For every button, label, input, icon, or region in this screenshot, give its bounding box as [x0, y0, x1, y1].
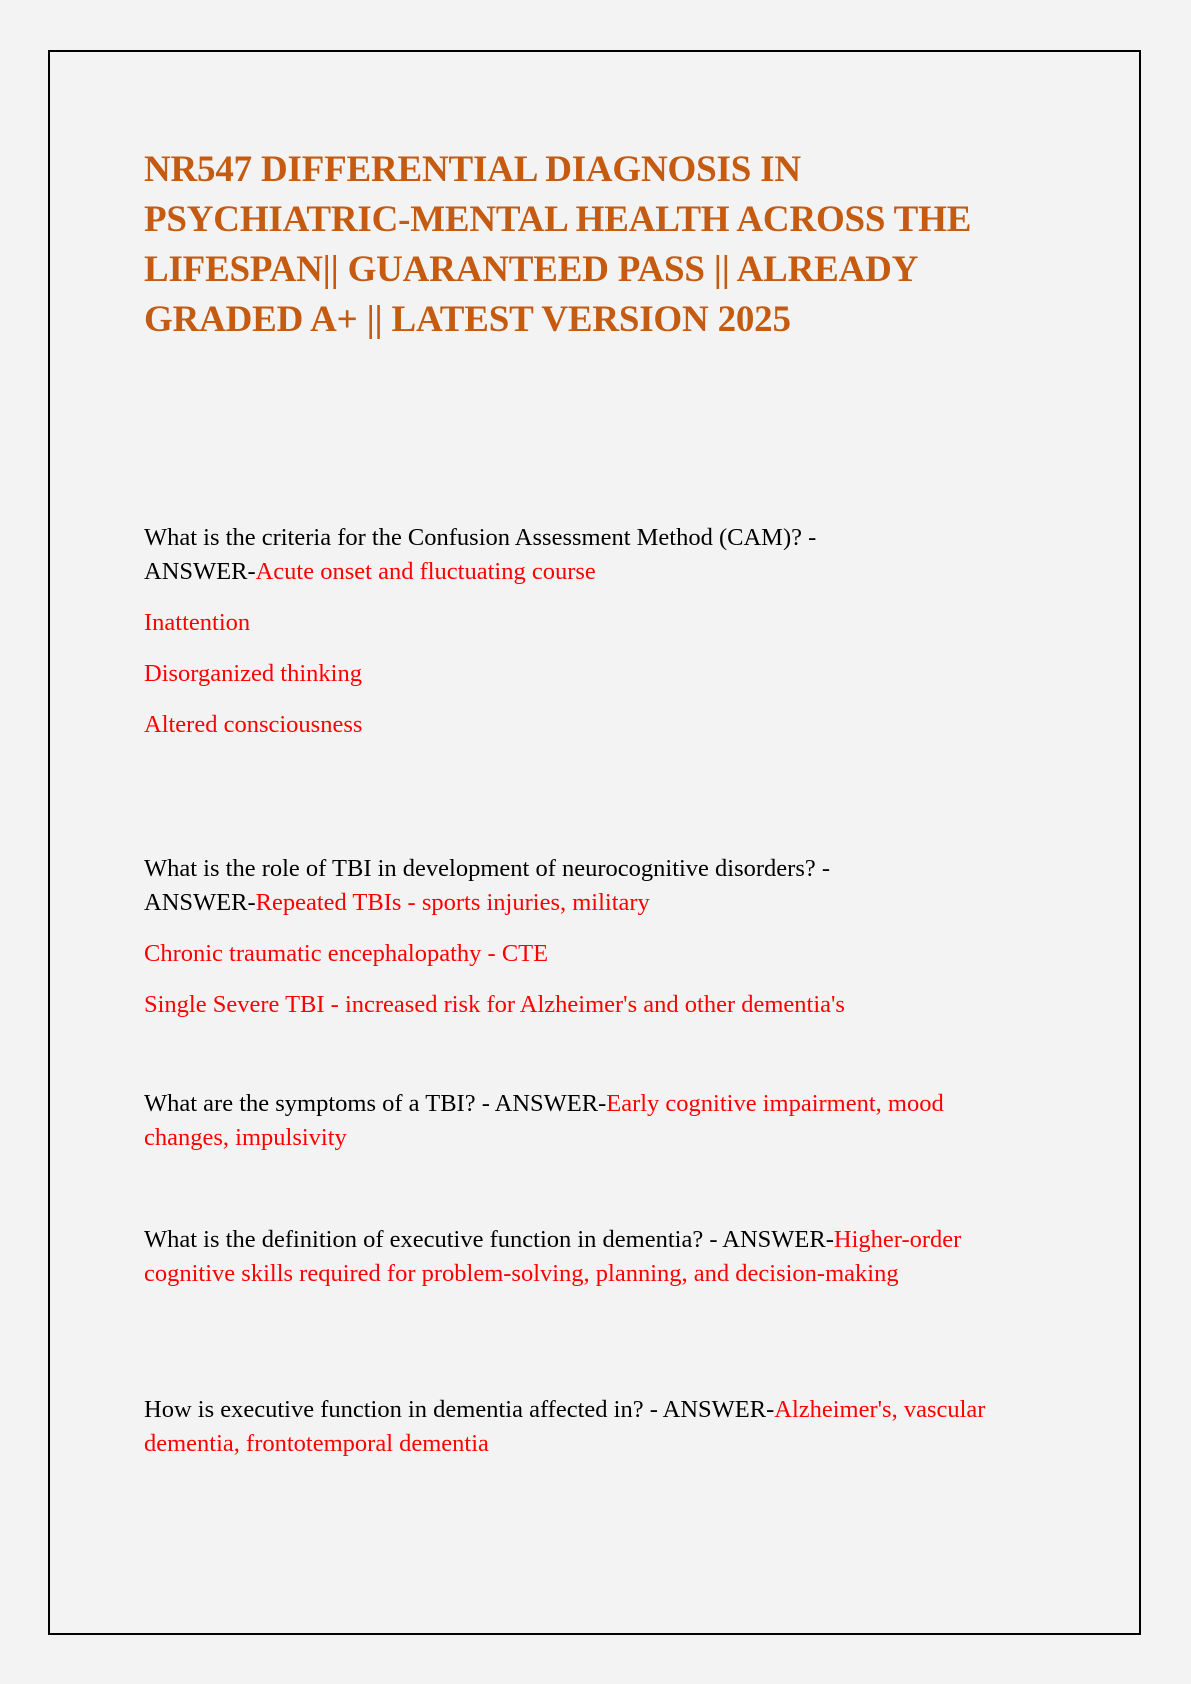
- qa-line: [144, 1393, 1034, 1461]
- answer-text: Early cognitive impairment, mood changes, impulsivity: [144, 1090, 944, 1151]
- document-title: NR547 DIFFERENTIAL DIAGNOSIS IN PSYCHIATRIC-MENTAL HEALTH ACROSS THE LIFESPAN|| GUARANTEED PASS || ALREADY GRADED A+ || LATEST VERSION 2025: [144, 149, 972, 340]
- answer-text: Acute onset and fluctuating course: [255, 558, 596, 585]
- answer-label: ANSWER-: [144, 558, 256, 585]
- qa-item-executive-definition: [144, 1223, 1034, 1291]
- qa-line: [144, 1087, 1034, 1155]
- question-text: How is executive function in dementia affected in? -: [144, 1396, 663, 1423]
- question-text: What is the criteria for the Confusion Assessment Method (CAM)? -: [144, 524, 817, 551]
- answer-text: Alzheimer's, vascular dementia, frontotemporal dementia: [144, 1396, 986, 1457]
- answer-extra-line: Altered consciousness: [144, 711, 363, 738]
- answer-label: ANSWER-: [494, 1090, 607, 1117]
- qa-item-tbi-role: [144, 852, 1034, 1022]
- answer-extra-line: Single Severe TBI - increased risk for Alzheimer's and other dementia's: [144, 991, 845, 1018]
- answer-extra-line: Chronic traumatic encephalopathy - CTE: [144, 940, 549, 967]
- answer-label: ANSWER-: [722, 1226, 834, 1253]
- question-text: What is the role of TBI in development of neurocognitive disorders? -: [144, 855, 831, 882]
- answer-text: Repeated TBIs - sports injuries, military: [255, 889, 650, 916]
- answer-label: ANSWER-: [144, 889, 256, 916]
- answer-extra-line: Disorganized thinking: [144, 660, 362, 687]
- qa-item-tbi-symptoms: [144, 1087, 1034, 1155]
- answer-label: ANSWER-: [662, 1396, 775, 1423]
- title-section: [144, 145, 1024, 345]
- qa-line: [144, 1223, 1034, 1291]
- question-text: What are the symptoms of a TBI? -: [144, 1090, 495, 1117]
- answer-text: Higher-order cognitive skills required for problem-solving, planning, and decision-making: [144, 1226, 962, 1287]
- qa-line: [144, 521, 1034, 589]
- answer-extra-line: Inattention: [144, 609, 251, 636]
- qa-item-executive-affected: [144, 1393, 1034, 1461]
- question-text: What is the definition of executive function in dementia? -: [144, 1226, 723, 1253]
- qa-line: [144, 852, 1034, 920]
- qa-item-cam: [144, 521, 1034, 742]
